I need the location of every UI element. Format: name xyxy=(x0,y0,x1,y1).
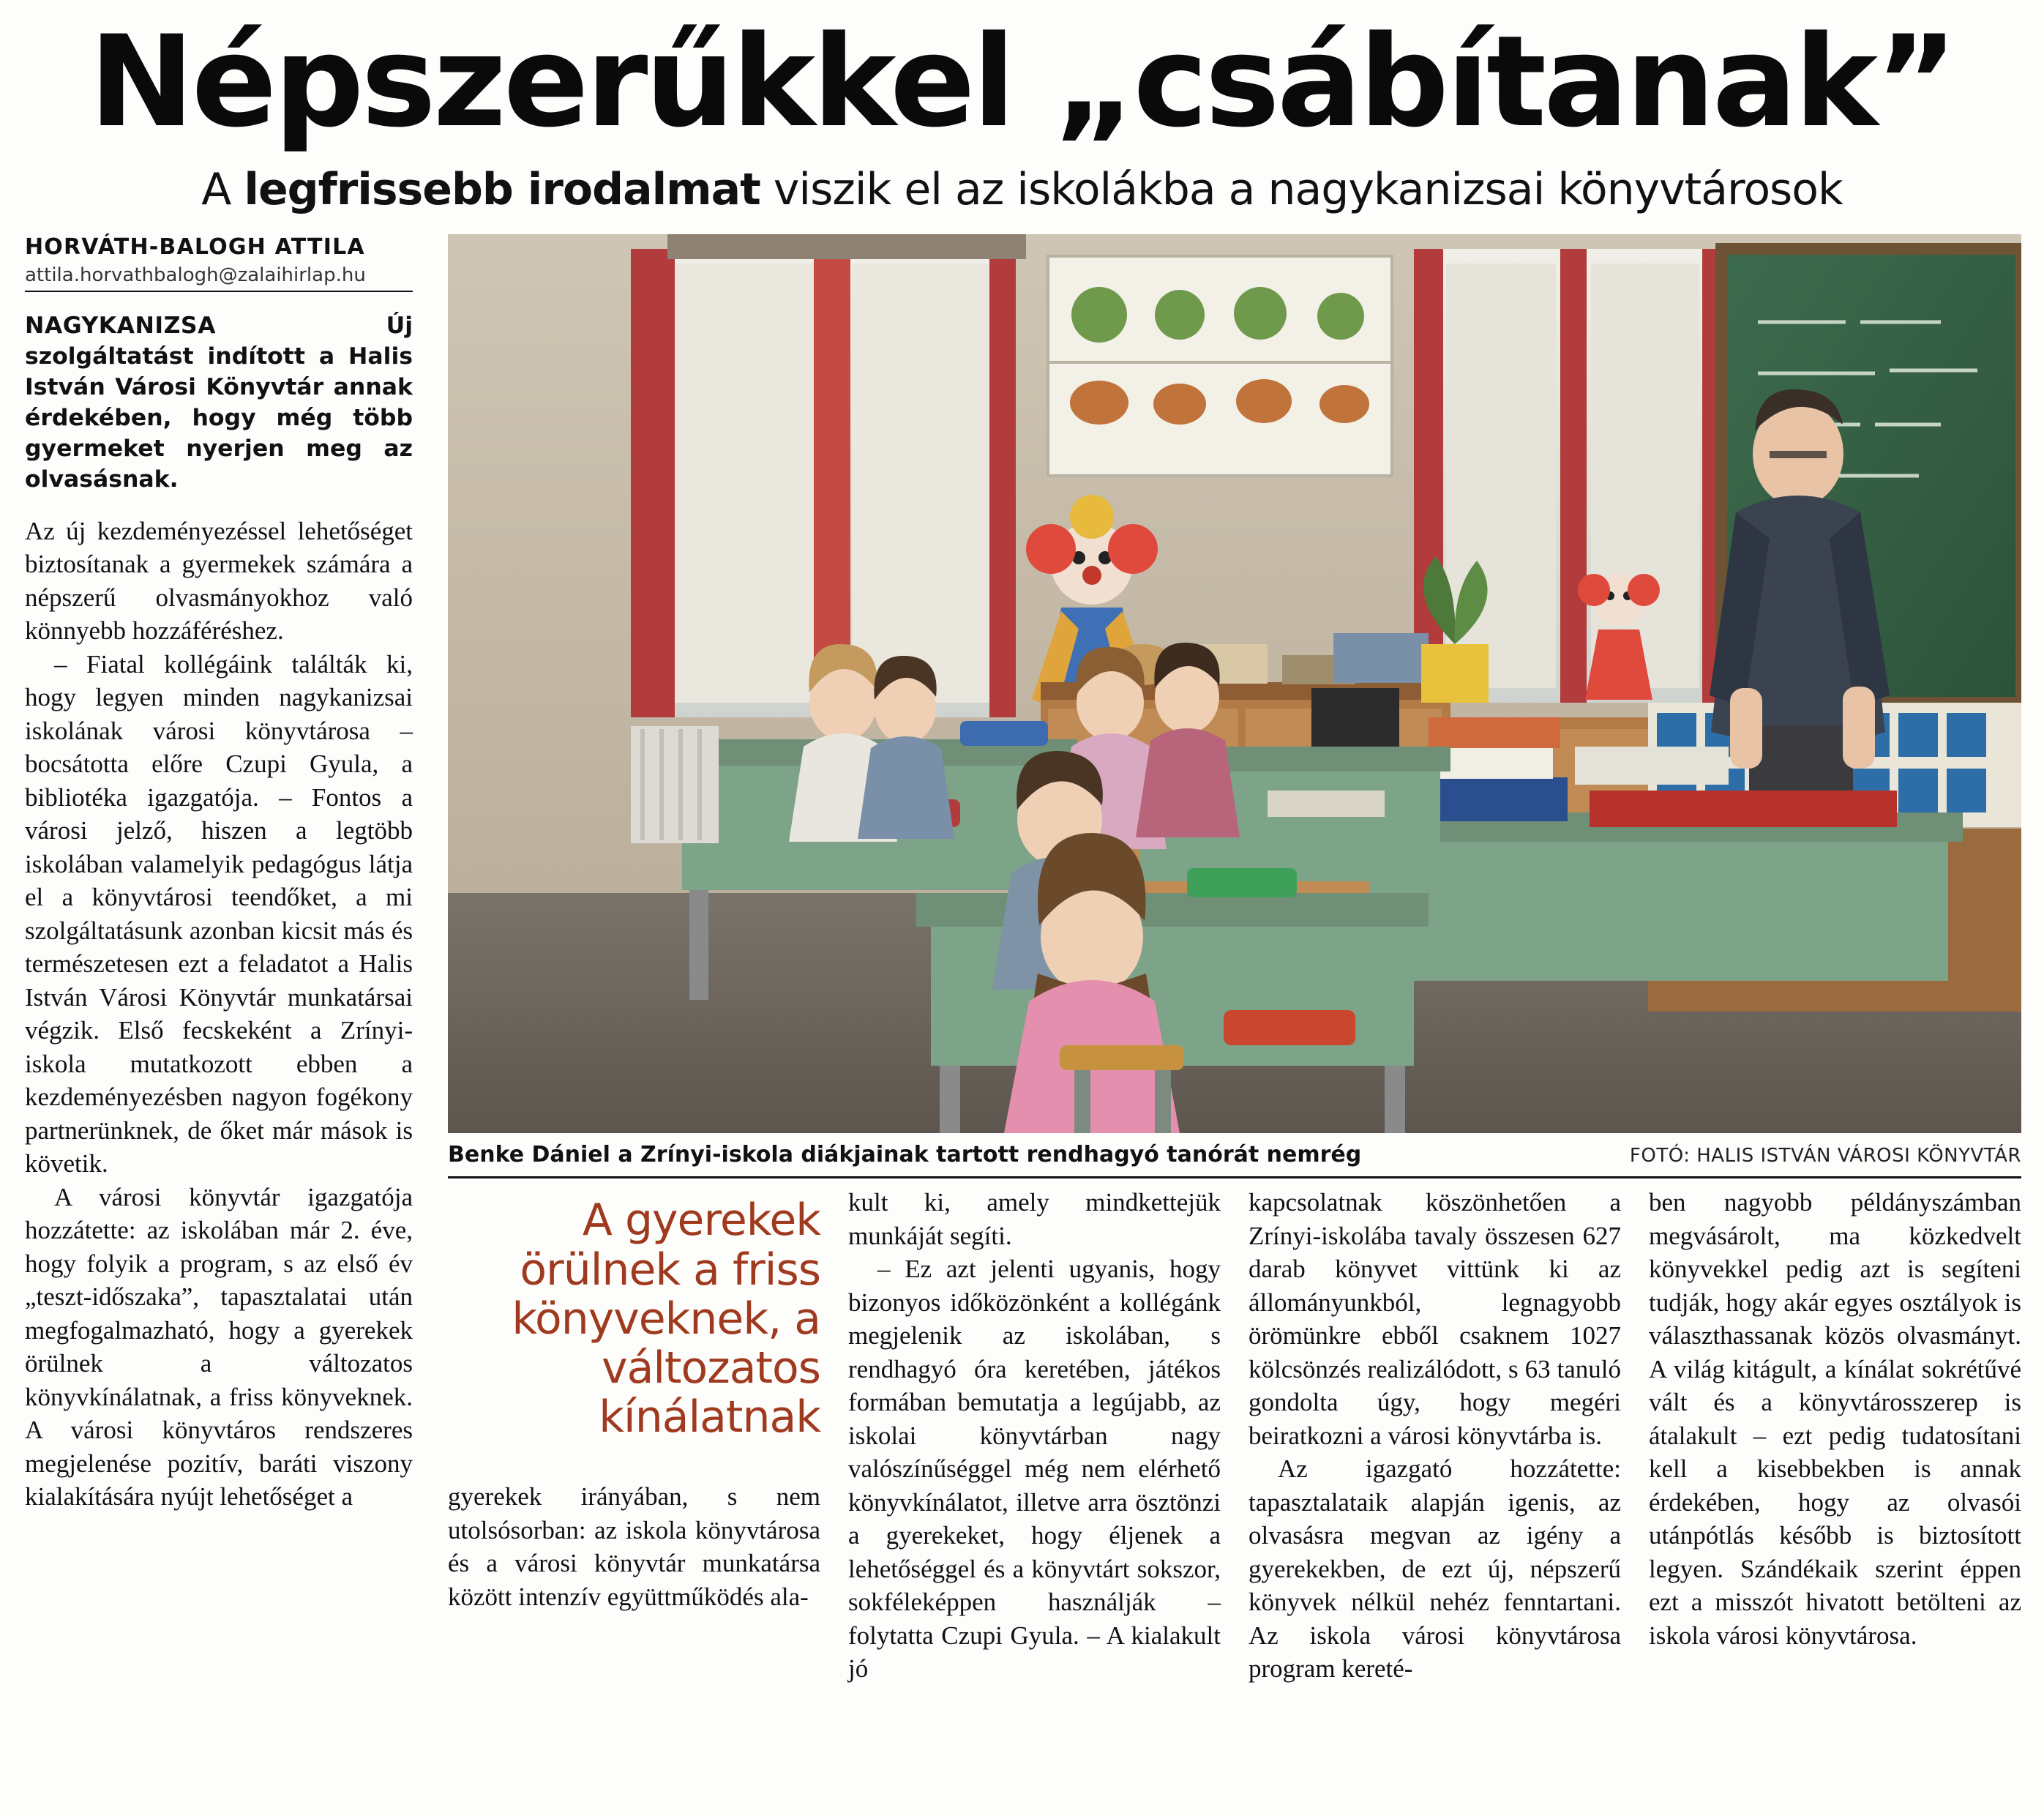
paragraph: gyerekek irányában, s nem utolsósorban: az iskola könyvtárosa és a városi könyvtár munkatársa között intenzív együttműködés ala- xyxy=(448,1482,820,1611)
lower-column-2 xyxy=(848,1186,1221,1686)
column-2-text xyxy=(848,1186,1221,1686)
lead-place: NAGYKANIZSA xyxy=(25,313,216,340)
subheadline-post: viszik el az iskolákba a nagykanizsai könyvtárosok xyxy=(760,164,1843,216)
photo-block xyxy=(448,234,2021,1178)
pull-quote: A gyerekek örülnek a friss könyveknek, a változatos kínálatnak xyxy=(512,1195,820,1443)
subheadline-bold: legfrissebb irodalmat xyxy=(244,164,760,216)
lower-column-4 xyxy=(1649,1186,2021,1686)
page-title: Népszerűkkel „csábítanak” xyxy=(89,8,1955,155)
classroom-photo xyxy=(448,234,2021,1133)
column-3-text xyxy=(1249,1186,1621,1686)
paragraph: kult ki, amely mindkettejük munkáját segíti. xyxy=(848,1188,1221,1250)
article-body xyxy=(25,234,2019,1801)
photo-caption: Benke Dániel a Zrínyi-iskola diákjainak tartott rendhagyó tanórát nemrég xyxy=(448,1142,1362,1168)
lead-paragraph xyxy=(25,311,413,495)
subheadline xyxy=(25,165,2019,215)
lead-text: Új szolgáltatást indított a Halis István Városi Könyvtár annak érdekében, hogy még több gyermeket nyerjen meg az olvasásnak. xyxy=(25,313,413,493)
lower-columns xyxy=(448,1186,2021,1686)
paragraph: A városi könyvtár igazgatója hozzátette: az iskolában már 2. éve, hogy folyik a program, s az első év „teszt-időszaka”, tapasztalatai után megfogalmazható, hogy a gyerekek örülnek a változatos könyvkínálatnak, a friss könyveknek. A városi könyvtáros rendszeres megjelenése pozitív, baráti viszony kialakítására nyújt lehetőséget a xyxy=(25,1182,413,1512)
subheadline-pre: A xyxy=(201,164,244,216)
byline-author: HORVÁTH-BALOGH ATTILA xyxy=(25,234,365,261)
photo-caption-row xyxy=(448,1133,2021,1178)
column-1-text xyxy=(448,1480,820,1613)
byline-email[interactable]: attila.horvathbalogh@zalaihirlap.hu xyxy=(25,264,413,292)
left-column-text xyxy=(25,515,413,1514)
photo-credit: FOTÓ: HALIS ISTVÁN VÁROSI KÖNYVTÁR xyxy=(1629,1145,2021,1167)
paragraph: kapcsolatnak köszönhetően a Zrínyi-iskolába tavaly összesen 627 darab könyvet vittünk ki az állományunkból, legnagyobb örömünkre ebből csaknem 1027 kölcsönzés realizálódott, s 63 tanuló gondolta úgy, hogy megéri beiratkozni a városi könyvtárba is. xyxy=(1249,1188,1621,1450)
paragraph: ben nagyobb példányszámban megvásárolt, ma közkedvelt könyvekkel pedig azt is segíteni tudják, hogy akár egyes osztályok is választhassanak közös olvasmányt. A világ kitágult, a kínálat sokrétűvé vált és a könyvtárosszerep is átalakult – ezt pedig tudatosítani kell a kisebbekben is annak érdekében, hogy az olvasói utánpótlás később is biztosított legyen. Szándékaik szerint éppen ezt a misszót hivatott betölteni az iskola városi könyvtárosa. xyxy=(1649,1188,2021,1650)
paragraph: – Ez azt jelenti ugyanis, hogy bizonyos időközönként a kollégánk megjelenik az iskolában, s rendhagyó óra keretében, játékos formában bemutatja a legújabb, az iskolai könyvtárban nagy valószínűséggel még nem elérhető könyvkínálatot, illetve arra ösztönzi a gyerekeket, hogy éljenek a lehetőséggel és a könyvtárt sokszor, sokféleképpen használják – folytatta Czupi Gyula. – A kialakult jó xyxy=(848,1255,1221,1684)
paragraph: – Fiatal kollégáink találták ki, hogy legyen minden nagykanizsai iskolának városi könyvtárosa – bocsátotta előre Czupi Gyula, a bibliotéka igazgatója. – Fontos a városi jelző, hiszen a legtöbb iskolában valamelyik pedagógus látja el a könyvtárosi teendőket, a mi szolgáltatásunk azonban kicsit más és természetesen ezt a feladatot a Halis István Városi Könyvtár munkatársai végzik. Első fecskeként a Zrínyi-iskola mutatkozott ebben a kezdeményezésben nagyon fogékony partnerünknek, de őket már mások is követik. xyxy=(25,649,413,1178)
paragraph: Az új kezdeményezéssel lehetőséget biztosítanak a gyermekek számára a népszerű olvasmányokhoz való könnyebb hozzáféréshez. xyxy=(25,516,413,646)
paragraph: Az igazgató hozzátette: tapasztalataik alapján igenis, az olvasásra megvan az igény a gyerekekben, de ezt új, népszerű könyvek nélkül nehéz fenntartani. Az iskola városi könyvtárosa program kereté- xyxy=(1249,1454,1621,1684)
left-column xyxy=(25,234,413,1513)
column-4-text xyxy=(1649,1186,2021,1652)
photo-illustration xyxy=(448,234,2021,1133)
lower-column-3 xyxy=(1249,1186,1621,1686)
lower-column-1 xyxy=(448,1186,820,1686)
